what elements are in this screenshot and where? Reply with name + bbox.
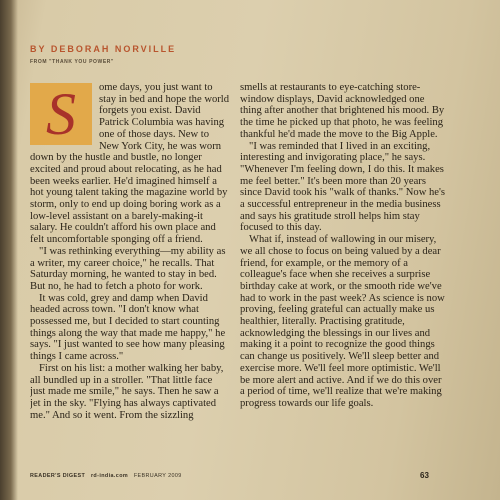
magazine-name: READER'S DIGEST <box>30 473 86 479</box>
paragraph: It was cold, grey and damp when David headed across town. "I don't know what possessed me, but I decided to start counting things along the way that made me happy," he says. "I just wanted to see how many pleasing things I came across." <box>30 292 226 363</box>
paragraph: "I was reminded that I lived in an exciting, interesting and invigorating place," he says. "Whenever I'm feeling down, I do this. It makes me feel better." It's been more than 20 years since David took his "walk of thanks." Now he's a successful entrepreneur in the media business and says his gratitude stroll helps him stay focused to this day. <box>240 140 446 234</box>
paragraph: ome days, you just want to stay in bed and hope the world forgets you exist. David Patrick Columbia was having one of those days. New to New York City, he was worn down by the hustle and bustle, no longer excited and proud about relocating, as he had been weeks earlier. He'd imagined himself a hot young talent taking the magazine world by storm, only to end up doing boring work as a low-level assistant on a barely-making-it salary. He couldn't afford his own place and felt uncomfortable sponging off a friend. <box>30 82 230 246</box>
author-byline: BY DEBORAH NORVILLE <box>30 44 177 54</box>
issue-date: FEBRUARY 2009 <box>133 473 182 479</box>
drop-cap <box>30 83 92 145</box>
drop-cap-letter: S <box>46 82 76 147</box>
article-column-right <box>240 82 448 470</box>
paragraph: smells at restaurants to eye-catching store-window displays, David acknowledged one thing after another that brightened his mood. By the time he picked up that photo, he was feeling thankful he'd made the move to the Big Apple. <box>240 82 445 140</box>
paragraph: "I was rethinking everything—my ability as a writer, my career choice," he recalls. That Saturday morning, he wanted to stay in bed. But no, he had to fetch a photo for work. <box>30 245 226 292</box>
page-number: 63 <box>420 471 429 480</box>
page-footer <box>30 473 182 479</box>
paragraph: First on his list: a mother walking her baby, all bundled up in a stroller. "That little face just made me smile," he says. Then he saw a jet in the sky. "Flying has always captivated me." And so it went. From the sizzling <box>30 362 224 421</box>
website: rd-india.com <box>90 473 129 479</box>
page-spine-shadow <box>0 0 18 500</box>
source-credit: FROM "THANK YOU POWER" <box>30 59 114 65</box>
paragraph: What if, instead of wallowing in our misery, we all chose to focus on being valued by a dear friend, for example, or the memory of a colleague's face when she receives a surprise birthday cake at work, or the smooth ride we've had to work in the past week? As science is now proving, feeling grateful can actually make us healthier, literally. Practising gratitude, acknowledging the blessings in our lives and making it a point to recognize the good things can change us positively. We'll sleep better and exercise more. We'll feel more optimistic. We'll be more alert and active. And if we do this over a period of time, we'll realize that we're making progress towards our life goals. <box>240 234 445 409</box>
article-column-left <box>30 82 230 470</box>
